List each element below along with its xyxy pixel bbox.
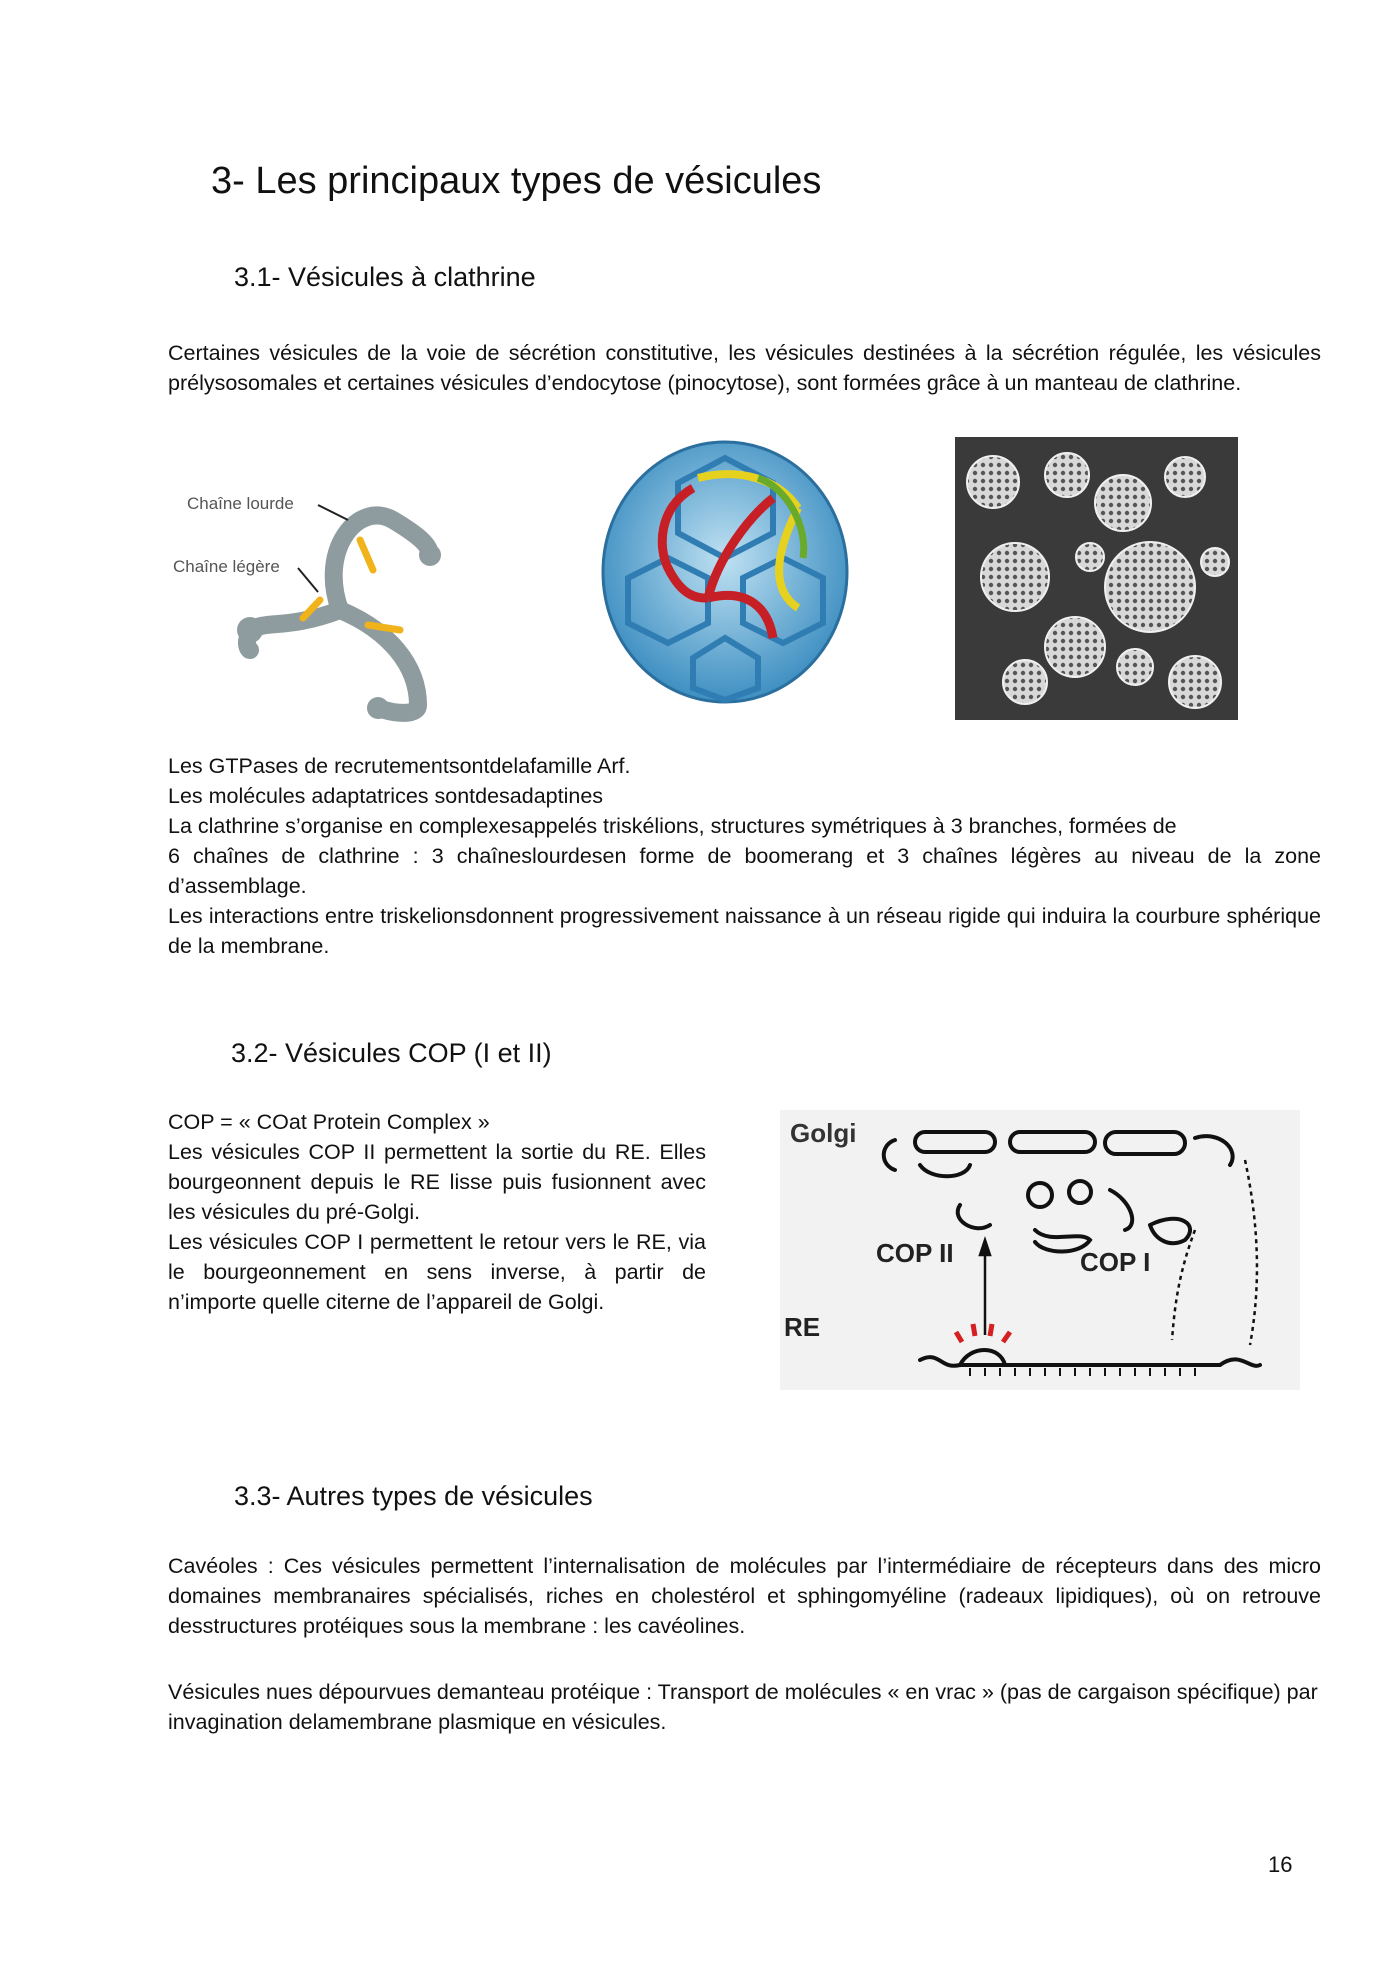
- electron-micrograph-image: [955, 437, 1238, 720]
- line-triskelions: La clathrine s’organise en complexesappelés triskélions, structures symétriques à 3 branches, formées de: [168, 814, 1177, 838]
- label-cop2: COP II: [876, 1238, 954, 1268]
- page-number: 16: [1268, 1852, 1293, 1877]
- heading-clathrin: 3.1- Vésicules à clathrine: [234, 262, 536, 292]
- cop1-text: Les vésicules COP I permettent le retour vers le RE, via le bourgeonnement en sens inverse, à partir de n’importe quelle citerne de l’appareil de Golgi.: [168, 1230, 706, 1314]
- clathrin-intro: Certaines vésicules de la voie de sécrétion constitutive, les vésicules destinées à la sécrétion régulée, les vésicules prélysosomales et certaines vésicules d’endocytose (pinocytose), sont formées grâce à un manteau de clathrine.: [168, 341, 1321, 395]
- label-re: RE: [784, 1312, 821, 1342]
- clathrin-lines: [168, 751, 1321, 841]
- clathrin-chains: 6 chaînes de clathrine : 3 chaîneslourdesen forme de boomerang et 3 chaînes légères au niveau de la zone d’assemblage.: [168, 844, 1321, 898]
- heading-others: 3.3- Autres types de vésicules: [234, 1481, 593, 1511]
- line-gtpases: Les GTPases de recrutementsontdelafamille Arf.: [168, 754, 631, 778]
- triskelion-figure: [168, 480, 468, 730]
- cop-diagram: [780, 1110, 1300, 1390]
- vesicules-nues-text: Vésicules nues dépourvues demanteau protéique : Transport de molécules « en vrac » (pas de cargaison spécifique) par invagination delamembrane plasmique en vésicules.: [168, 1680, 1318, 1734]
- clathrin-cage-image: [598, 438, 853, 706]
- label-light-chain: Chaîne légère: [173, 557, 280, 576]
- cop2-text: Les vésicules COP II permettent la sortie du RE. Elles bourgeonnent depuis le RE lisse puis fusionnent avec les vésicules du pré-Golgi.: [168, 1140, 706, 1224]
- label-cop1: COP I: [1080, 1247, 1151, 1277]
- clathrin-interactions: Les interactions entre triskelionsdonnent progressivement naissance à un réseau rigide qui induira la courbure sphérique de la membrane.: [168, 904, 1321, 958]
- section-title: 3- Les principaux types de vésicules: [211, 160, 822, 202]
- label-heavy-chain: Chaîne lourde: [187, 494, 294, 513]
- heading-cop: 3.2- Vésicules COP (I et II): [231, 1038, 552, 1068]
- caveoles-text: Cavéoles : Ces vésicules permettent l’internalisation de molécules par l’intermédiaire de récepteurs dans des micro domaines membranaires spécialisés, riches en cholestérol et sphingomyéline (radeaux lipidiques), où on retrouve desstructures protéiques sous la membrane : les cavéolines.: [168, 1554, 1321, 1638]
- line-adaptatrices: Les molécules adaptatrices sontdesadaptines: [168, 784, 604, 808]
- label-golgi: Golgi: [790, 1118, 857, 1148]
- cop-definition: COP = « COat Protein Complex »: [168, 1110, 490, 1134]
